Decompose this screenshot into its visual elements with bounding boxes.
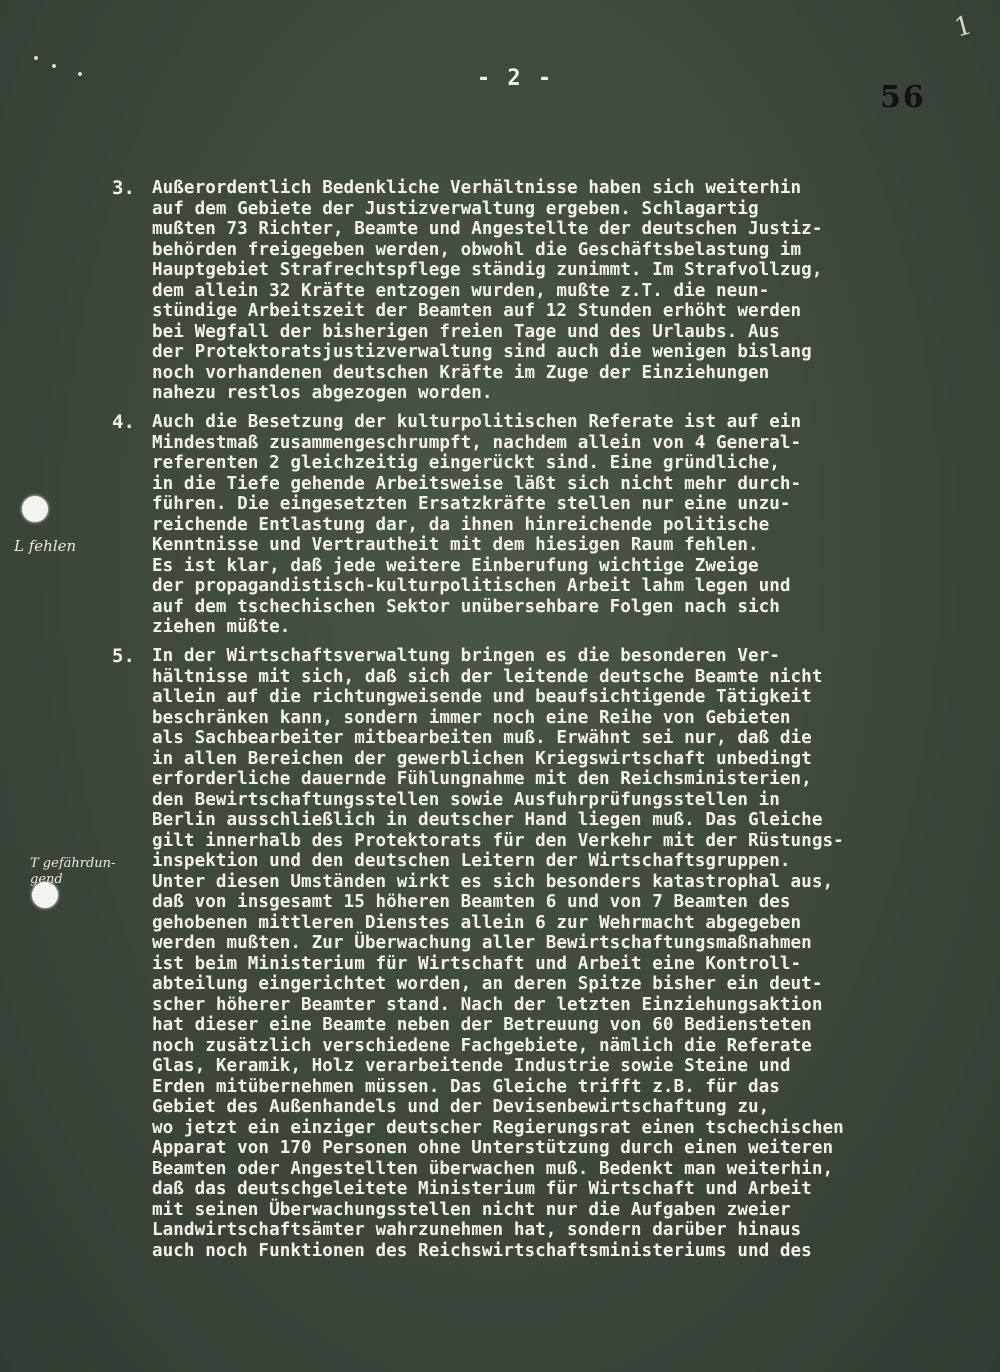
paragraph-number: 5. <box>112 645 135 667</box>
page-number: - 2 - <box>476 66 554 91</box>
paragraph-number: 4. <box>112 411 135 433</box>
corner-pencil-mark: 1 <box>951 10 976 44</box>
paragraph-number: 3. <box>112 177 135 199</box>
margin-note-gefaehrdend: T gefährdun- gend <box>30 856 116 887</box>
margin-note-fehlen: L fehlen <box>14 537 77 555</box>
folio-number: 56 <box>880 80 926 115</box>
speckle-marks <box>30 50 110 90</box>
paragraph-text: In der Wirtschaftsverwaltung bringen es die besonderen Ver- hältnisse mit sich, daß sich der leitende deutsche Beamte nicht allein auf die richtungweisende und beaufsichtigende Tätigkeit beschränken kann, sondern immer noch eine Reihe von Gebieten als Sachbearbeiter mitbearbeiten muß. Erwähnt sei nur, daß die in allen Bereichen der gewerblichen Kriegswirtschaft unbedingt erforderliche dauernde Fühlungnahme mit den Reichsministerien, den Bewirtschaftungsstellen sowie Ausfuhrprüfungsstellen in Berlin ausschließlich in deutscher Hand liegen muß. Das Gleiche gilt innerhalb des Protektorats für den Verkehr mit der Rüstungs- inspektion und den deutschen Leitern der Wirtschaftsgruppen. Unter diesen Umständen wirkt es sich besonders katastrophal aus, daß von insgesamt 15 höheren Beamten 6 und von 7 Beamten des gehobenen mittleren Dienstes allein 6 zur Wehrmacht abgegeben werden mußten. Zur Überwachung aller Bewirtschaftungsmaßnahmen ist beim Ministerium für Wirtschaft und Arbeit eine Kontroll- abteilung eingerichtet worden, an deren Spitze bisher ein deut- scher höherer Beamter stand. Nach der letzten Einziehungsaktion hat dieser eine Beamte neben der Betreuung von 60 Bediensteten noch zusätzlich verschiedene Fachgebiete, nämlich die Referate Glas, Keramik, Holz verarbeitende Industrie sowie Steine und Erden mitübernehmen müssen. Das Gleiche trifft z.B. für das Gebiet des Außenhandels und der Devisenbewirtschaftung zu, wo jetzt ein einziger deutscher Regierungsrat einen tschechischen Apparat von 170 Personen ohne Unterstützung durch einen weiteren Beamten oder Angestellten überwachen muß. Bedenkt man weiterhin, daß das deutschgeleitete Ministerium für Wirtschaft und Arbeit mit seinen Überwachungsstellen nicht nur die Aufgaben zweier Landwirtschaftsämter wahrzunehmen hat, sondern darüber hinaus auch noch Funktionen des Reichswirtschaftsministeriums und des <box>152 646 844 1261</box>
paragraph-text: Außerordentlich Bedenkliche Verhältnisse haben sich weiterhin auf dem Gebiete der Justizverwaltung ergeben. Schlagartig mußten 73 Richter, Beamte und Angestellte der deutschen Justiz- behörden freigegeben werden, obwohl die Geschäftsbelastung im Hauptgebiet Strafrechtspflege ständig zunimmt. Im Strafvollzug, dem allein 32 Kräfte entzogen wurden, mußte z.T. die neun- stündige Arbeitszeit der Beamten auf 12 Stunden erhöht werden bei Wegfall der bisherigen freien Tage und des Urlaubs. Aus der Protektoratsjustizverwaltung sind auch die wenigen bislang noch vorhandenen deutschen Kräfte im Zuge der Einziehungen nahezu restlos abgezogen worden. <box>152 178 823 403</box>
paragraph-text: Auch die Besetzung der kulturpolitischen Referate ist auf ein Mindestmaß zusammengeschrumpft, nachdem allein von 4 General- referenten 2 gleichzeitig eingerückt sind. Eine gründliche, in die Tiefe gehende Arbeitsweise läßt sich nicht mehr durch- führen. Die eingesetzten Ersatzkräfte stellen nur eine unzu- reichende Entlastung dar, da ihnen hinreichende politische Kenntnisse und Vertrautheit mit dem hiesigen Raum fehlen. Es ist klar, daß jede weitere Einberufung wichtige Zweige der propagandistisch-kulturpolitischen Arbeit lahm legen und auf dem tschechischen Sektor unübersehbare Folgen nach sich ziehen müßte. <box>152 412 802 637</box>
punch-hole-top <box>22 496 48 522</box>
